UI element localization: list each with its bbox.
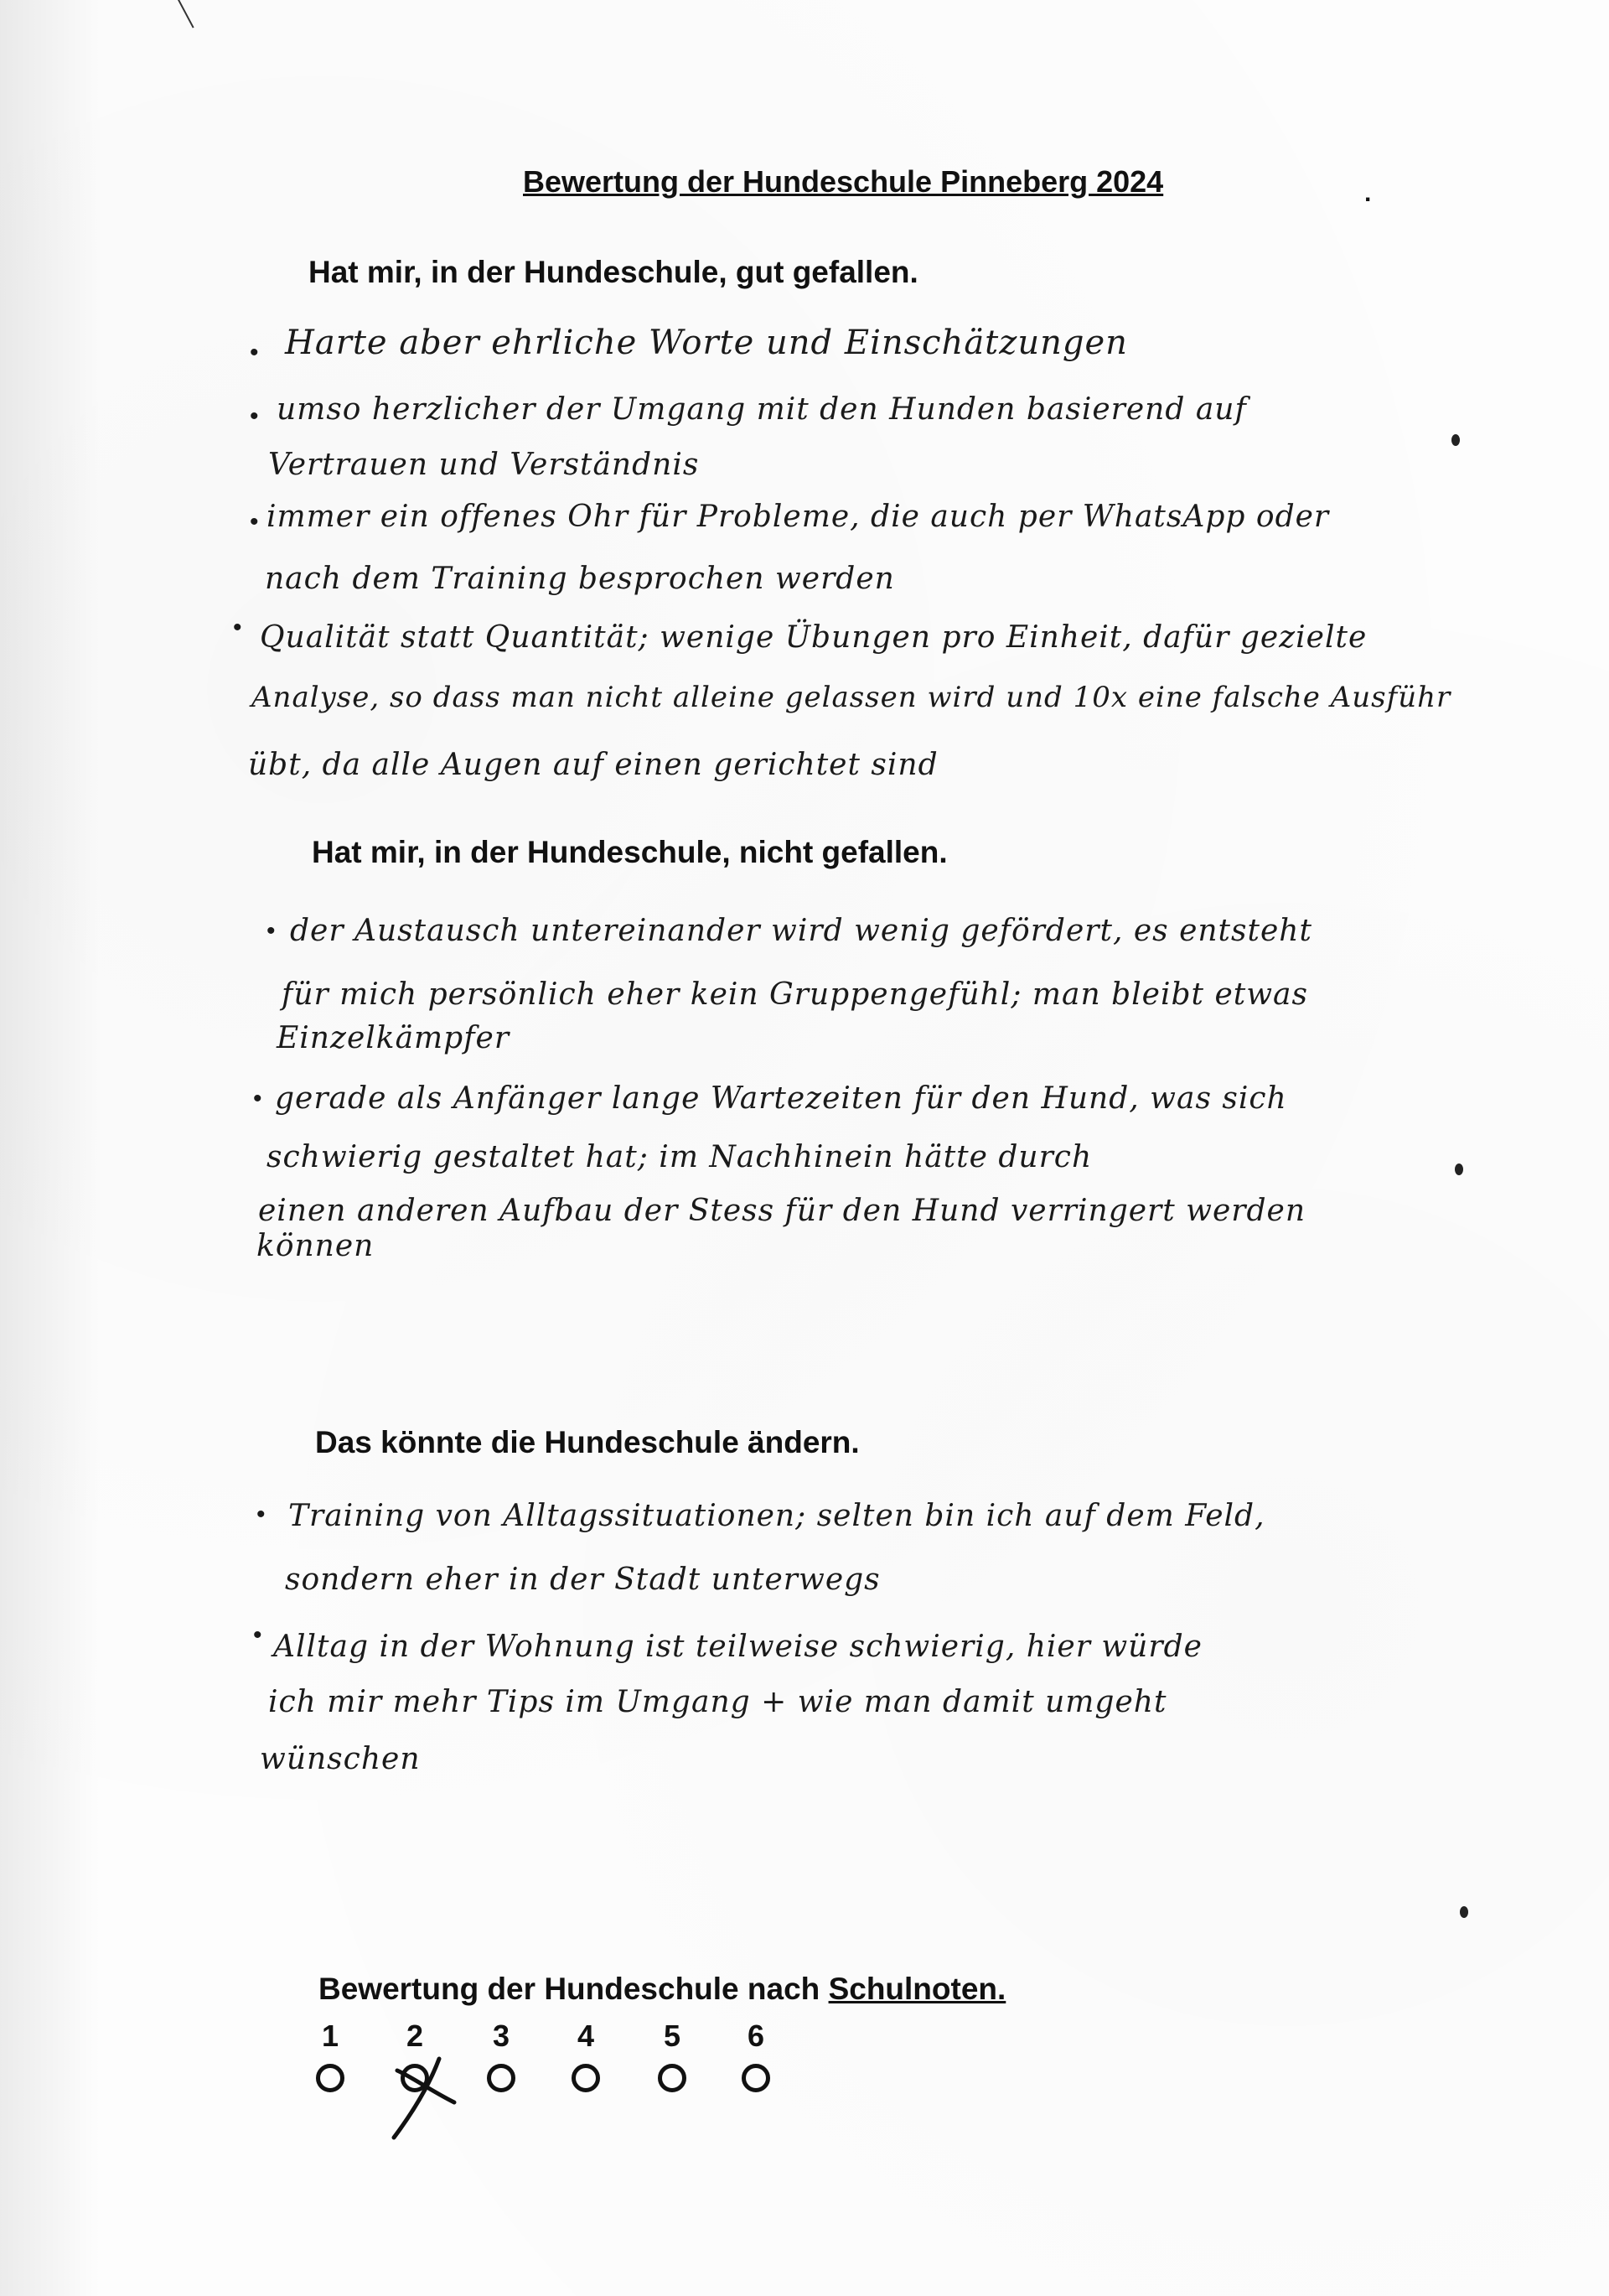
rating-heading-prefix: Bewertung der Hundeschule nach [318,1972,829,2006]
handwritten-line: immer ein offenes Ohr für Probleme, die auch per WhatsApp oder [266,500,1330,534]
ink-speck [1451,434,1460,446]
handwritten-line: für mich persönlich eher kein Gruppengefühl; man bleibt etwas [282,977,1308,1012]
handwritten-line: wünschen [260,1742,421,1776]
rating-heading [318,1972,1006,2007]
handwritten-line: schwierig gestaltet hat; im Nachhinein hätte durch [266,1140,1093,1174]
handwritten-line: Analyse, so dass man nicht alleine gelassen wird und 10x eine falsche Ausführ [251,681,1451,714]
handwritten-line: Vertrauen und Verständnis [268,448,700,482]
handwritten-line: sondern eher in der Stadt unterwegs [285,1563,881,1597]
grade-option-1[interactable] [316,2064,344,2092]
grade-label-2: 2 [406,2019,424,2053]
bullet-dot: • [256,1500,266,1528]
bullet-dot: • [266,917,276,945]
bullet-dot: • [233,614,242,641]
scan-edge-shadow [0,0,101,2296]
bullet-dot: • [250,339,259,366]
handwritten-line: Harte aber ehrliche Worte und Einschätzungen [285,324,1128,362]
grade-option-3[interactable] [487,2064,515,2092]
handwritten-line: gerade als Anfänger lange Wartezeiten für den Hund, was sich [275,1081,1287,1116]
handwritten-line: der Austausch untereinander wird wenig gefördert, es entsteht [290,914,1312,948]
grade-option-5[interactable] [658,2064,686,2092]
rating-heading-underlined: Schulnoten. [828,1972,1006,2006]
section-heading-liked: Hat mir, in der Hundeschule, gut gefallen. [308,255,918,289]
bullet-dot: • [250,402,259,430]
ink-speck [1460,1906,1468,1918]
handwritten-line: Training von Alltagssituationen; selten bin ich auf dem Feld, [288,1499,1265,1533]
ink-speck [1455,1164,1463,1175]
bullet-dot: • [250,508,259,536]
document-title: Bewertung der Hundeschule Pinneberg 2024 [523,164,1164,199]
handwritten-line: umso herzlicher der Umgang mit den Hunden basierend auf [277,392,1247,427]
grade-label-1: 1 [321,2019,339,2053]
handwritten-line: Einzelkämpfer [277,1021,510,1055]
grade-label-6: 6 [747,2019,765,2053]
handwritten-line: einen anderen Aufbau der Stess für den Hund verringert werden [258,1194,1306,1228]
grade-option-6[interactable] [742,2064,770,2092]
section-heading-disliked: Hat mir, in der Hundeschule, nicht gefallen. [312,835,948,869]
bullet-dot: • [253,1085,262,1112]
bullet-dot: • [253,1621,262,1649]
grade-label-3: 3 [492,2019,510,2053]
grade-option-4[interactable] [572,2064,600,2092]
grade-label-4: 4 [577,2019,595,2053]
handwritten-line: können [256,1229,375,1263]
handwritten-line: ich mir mehr Tips im Umgang + wie man damit umgeht [268,1685,1167,1719]
handwritten-line: nach dem Training besprochen werden [265,562,895,596]
selected-grade-cross-mark [380,2052,473,2144]
grade-label-5: 5 [663,2019,681,2053]
title-dot-mark: . [1364,179,1372,207]
handwritten-line: Qualität statt Quantität; wenige Übungen pro Einheit, dafür gezielte [260,620,1368,655]
handwritten-line: übt, da alle Augen auf einen gerichtet sind [248,748,939,782]
section-heading-change: Das könnte die Hundeschule ändern. [315,1425,860,1459]
handwritten-line: Alltag in der Wohnung ist teilweise schwierig, hier würde [273,1630,1203,1664]
